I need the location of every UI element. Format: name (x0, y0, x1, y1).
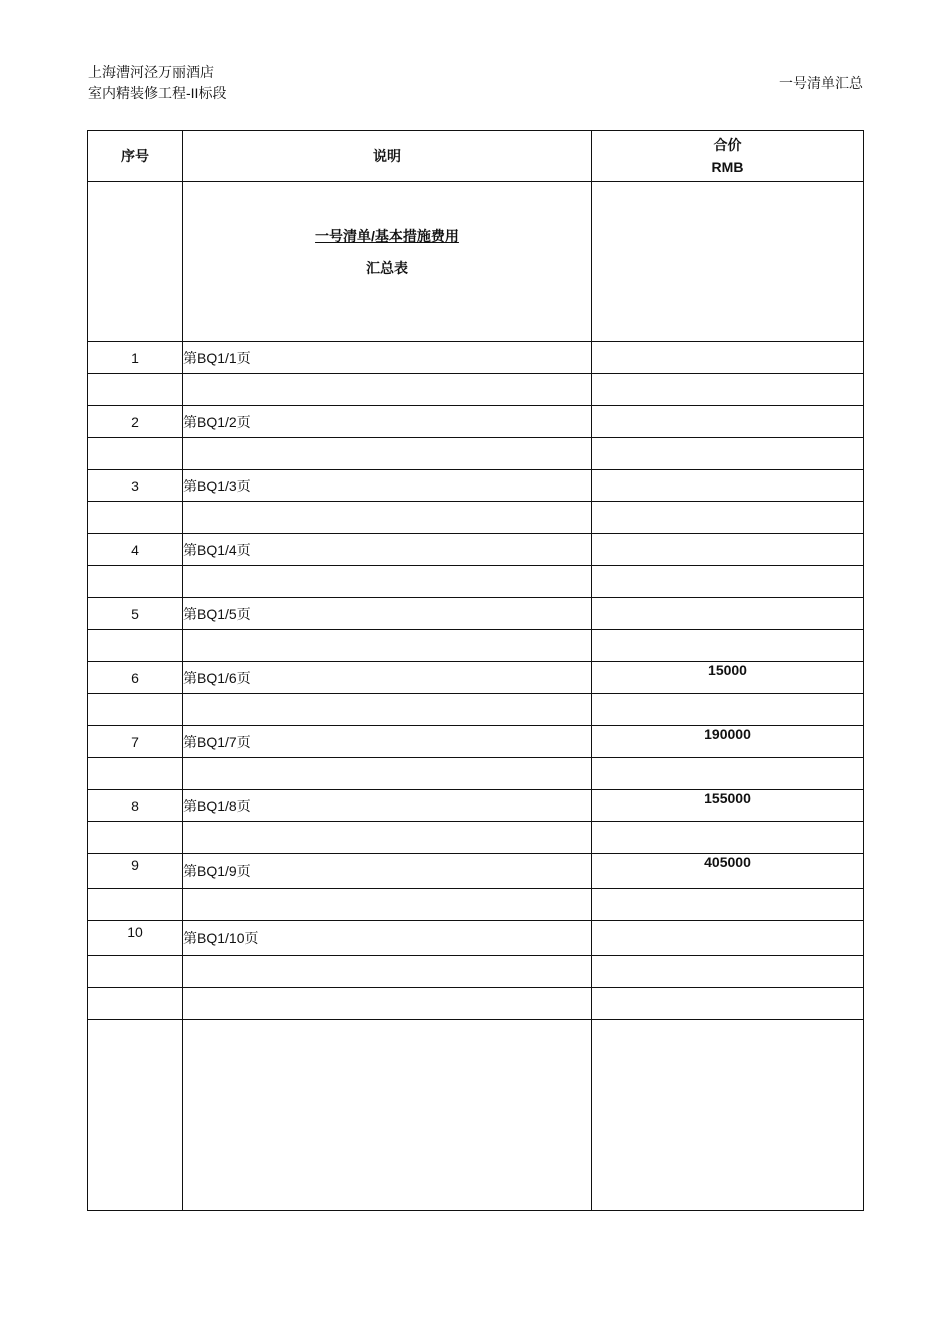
row-index: 4 (88, 534, 183, 566)
row-index: 6 (88, 662, 183, 694)
row-amount (592, 598, 864, 630)
table-row-blank (88, 889, 864, 921)
table-row-blank (88, 822, 864, 854)
row-amount (592, 921, 864, 956)
row-description: 第BQ1/2页 (183, 406, 592, 438)
row-index: 1 (88, 342, 183, 374)
row-description: 第BQ1/5页 (183, 598, 592, 630)
row-description: 第BQ1/6页 (183, 662, 592, 694)
table-row (88, 662, 864, 694)
table-row-blank (88, 758, 864, 790)
row-amount (592, 470, 864, 502)
row-index: 5 (88, 598, 183, 630)
table-title-sub: 汇总表 (366, 260, 408, 276)
table-header-row (88, 131, 864, 182)
row-amount: 155000 (592, 790, 864, 822)
table-row (88, 598, 864, 630)
column-header-amount (592, 131, 864, 182)
table-row (88, 854, 864, 889)
table-row (88, 726, 864, 758)
row-description: 第BQ1/4页 (183, 534, 592, 566)
row-amount: 405000 (592, 854, 864, 889)
row-description: 第BQ1/9页 (183, 854, 592, 889)
table-row (88, 921, 864, 956)
project-section: 室内精装修工程-II标段 (88, 85, 227, 101)
project-header (88, 62, 226, 104)
table-row (88, 790, 864, 822)
table-row-blank (88, 566, 864, 598)
table-footer-row (88, 1020, 864, 1211)
table-row-blank (88, 374, 864, 406)
table-row-blank (88, 502, 864, 534)
table-row-blank (88, 438, 864, 470)
row-index: 7 (88, 726, 183, 758)
row-amount (592, 406, 864, 438)
column-header-description: 说明 (183, 131, 592, 182)
table-title (183, 182, 591, 284)
document-title: 一号清单汇总 (779, 75, 863, 91)
row-index: 3 (88, 470, 183, 502)
row-description: 第BQ1/10页 (183, 921, 592, 956)
row-index: 10 (88, 921, 183, 956)
table-row (88, 342, 864, 374)
row-amount: 190000 (592, 726, 864, 758)
table-row (88, 534, 864, 566)
summary-table (87, 130, 864, 1211)
row-index: 2 (88, 406, 183, 438)
row-description: 第BQ1/7页 (183, 726, 592, 758)
table-title-row (88, 182, 864, 342)
row-description: 第BQ1/1页 (183, 342, 592, 374)
table-row-blank (88, 988, 864, 1020)
row-index: 8 (88, 790, 183, 822)
column-header-index: 序号 (88, 131, 183, 182)
amount-header-label: 合价 (713, 137, 742, 153)
table-row-blank (88, 694, 864, 726)
project-name: 上海漕河泾万丽酒店 (88, 64, 214, 80)
row-description: 第BQ1/3页 (183, 470, 592, 502)
row-amount: 15000 (592, 662, 864, 694)
amount-header-currency: RMB (711, 159, 744, 175)
row-index: 9 (88, 854, 183, 889)
table-title-main: 一号清单/基本措施费用 (315, 228, 459, 244)
row-amount (592, 534, 864, 566)
row-description: 第BQ1/8页 (183, 790, 592, 822)
row-amount (592, 342, 864, 374)
table-row-blank (88, 956, 864, 988)
table-row-blank (88, 630, 864, 662)
table-row (88, 406, 864, 438)
table-row (88, 470, 864, 502)
